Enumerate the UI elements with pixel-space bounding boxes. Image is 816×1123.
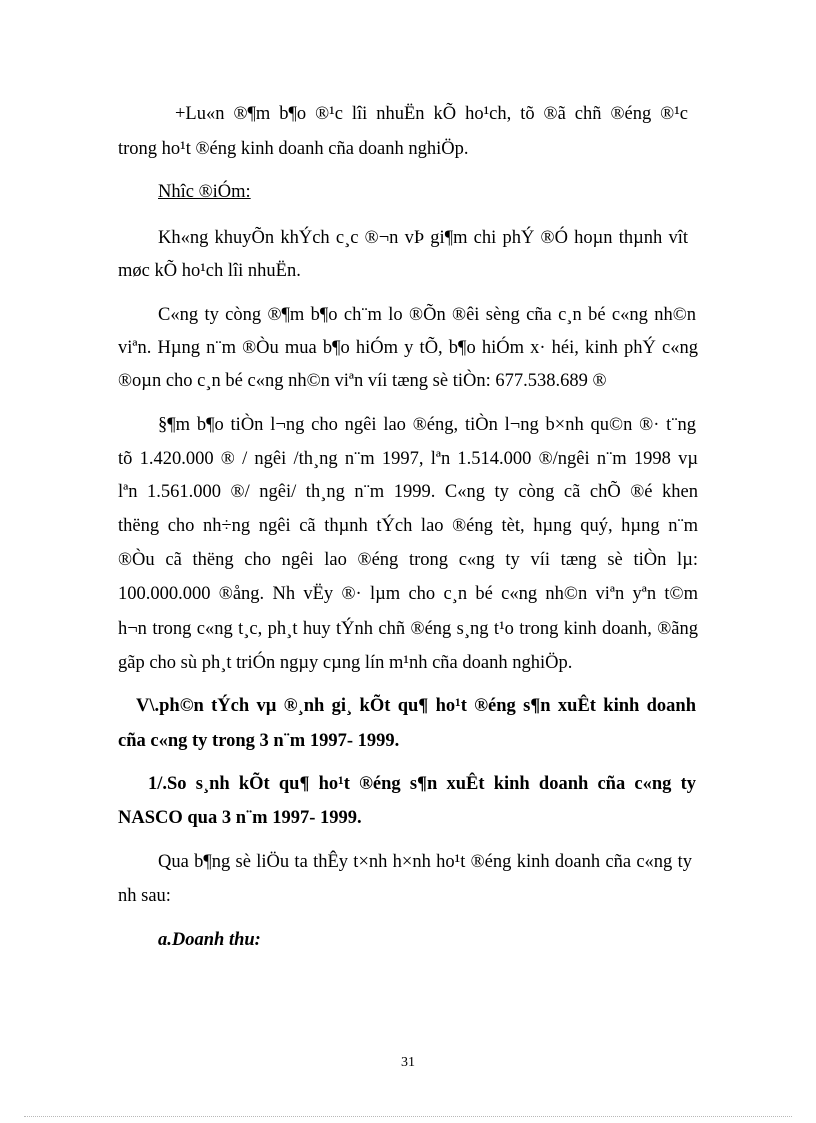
paragraph-2-line-1: Kh«ng khuyÕn khÝch c¸c ®¬n vÞ gi¶m chi phÝ ®Ó hoµn thµnh vît — [158, 228, 688, 248]
section-v-heading-line-2: cña c«ng ty trong 3 n¨m 1997- 1999. — [118, 731, 400, 751]
paragraph-3-line-1: C«ng ty còng ®¶m b¶o ch¨m lo ®Õn ®êi sèng cña c¸n bé c«ng nh©n — [158, 305, 696, 325]
section-1-heading-line-1: 1/.So s¸nh kÕt qu¶ ho¹t ®éng s¶n xuÊt kinh doanh cña c«ng ty — [148, 774, 696, 794]
paragraph-5-line-1: Qua b¶ng sè liÖu ta thÊy t×nh h×nh ho¹t ®éng kinh doanh cña c«ng ty — [158, 852, 692, 872]
paragraph-1-line-1: +Lu«n ®¶m b¶o ®¹c lîi nhuËn kÕ ho¹ch, tõ ®ã chñ ®éng ®¹c — [175, 104, 688, 124]
page-number: 31 — [401, 1055, 415, 1070]
paragraph-4-line-5: ®Òu cã thëng cho ngêi lao ®éng trong c«ng ty víi tæng sè tiÒn lµ: — [118, 550, 698, 570]
paragraph-4-line-1: §¶m b¶o tiÒn l¬ng cho ngêi lao ®éng, tiÒn l¬ng b×nh qu©n ®· t¨ng — [158, 415, 696, 435]
paragraph-4-line-2: tõ 1.420.000 ® / ngêi /th¸ng n¨m 1997, lªn 1.514.000 ®/ngêi n¨m 1998 vµ — [118, 449, 698, 469]
page-bottom-rule — [24, 1116, 792, 1117]
paragraph-3-line-3: ®oµn cho c¸n bé c«ng nh©n viªn víi tæng sè tiÒn: 677.538.689 ® — [118, 371, 607, 391]
paragraph-4-line-7: h¬n trong c«ng t¸c, ph¸t huy tÝnh chñ ®éng s¸ng t¹o trong kinh doanh, ®ãng — [118, 619, 698, 639]
paragraph-5-line-2: nh sau: — [118, 886, 171, 906]
paragraph-4-line-8: gãp cho sù ph¸t triÓn ngµy cµng lín m¹nh cña doanh nghiÖp. — [118, 653, 573, 673]
section-v-heading-line-1: V\.ph©n tÝch vµ ®¸nh gi¸ kÕt qu¶ ho¹t ®éng s¶n xuÊt kinh doanh — [136, 696, 696, 716]
doanh-thu-subheading: a.Doanh thu: — [158, 930, 261, 950]
paragraph-3-line-2: viªn. Hµng n¨m ®Òu mua b¶o hiÓm y tÕ, b¶o hiÓm x· héi, kinh phÝ c«ng — [118, 338, 698, 358]
section-1-heading-line-2: NASCO qua 3 n¨m 1997- 1999. — [118, 808, 362, 828]
paragraph-4-line-3: lªn 1.561.000 ®/ ngêi/ th¸ng n¨m 1999. C«ng ty còng cã chÕ ®é khen — [118, 482, 698, 502]
paragraph-4-line-4: thëng cho nh÷ng ngêi cã thµnh tÝch lao ®éng tèt, hµng quý, hµng n¨m — [118, 516, 698, 536]
paragraph-2-line-2: møc kÕ ho¹ch lîi nhuËn. — [118, 261, 301, 281]
paragraph-1-line-2: trong ho¹t ®éng kinh doanh cña doanh nghiÖp. — [118, 139, 469, 159]
paragraph-4-line-6: 100.000.000 ®ång. Nh vËy ®· lµm cho c¸n bé c«ng nh©n viªn yªn t©m — [118, 584, 698, 604]
note-heading: Nhîc ®iÓm: — [158, 182, 251, 202]
